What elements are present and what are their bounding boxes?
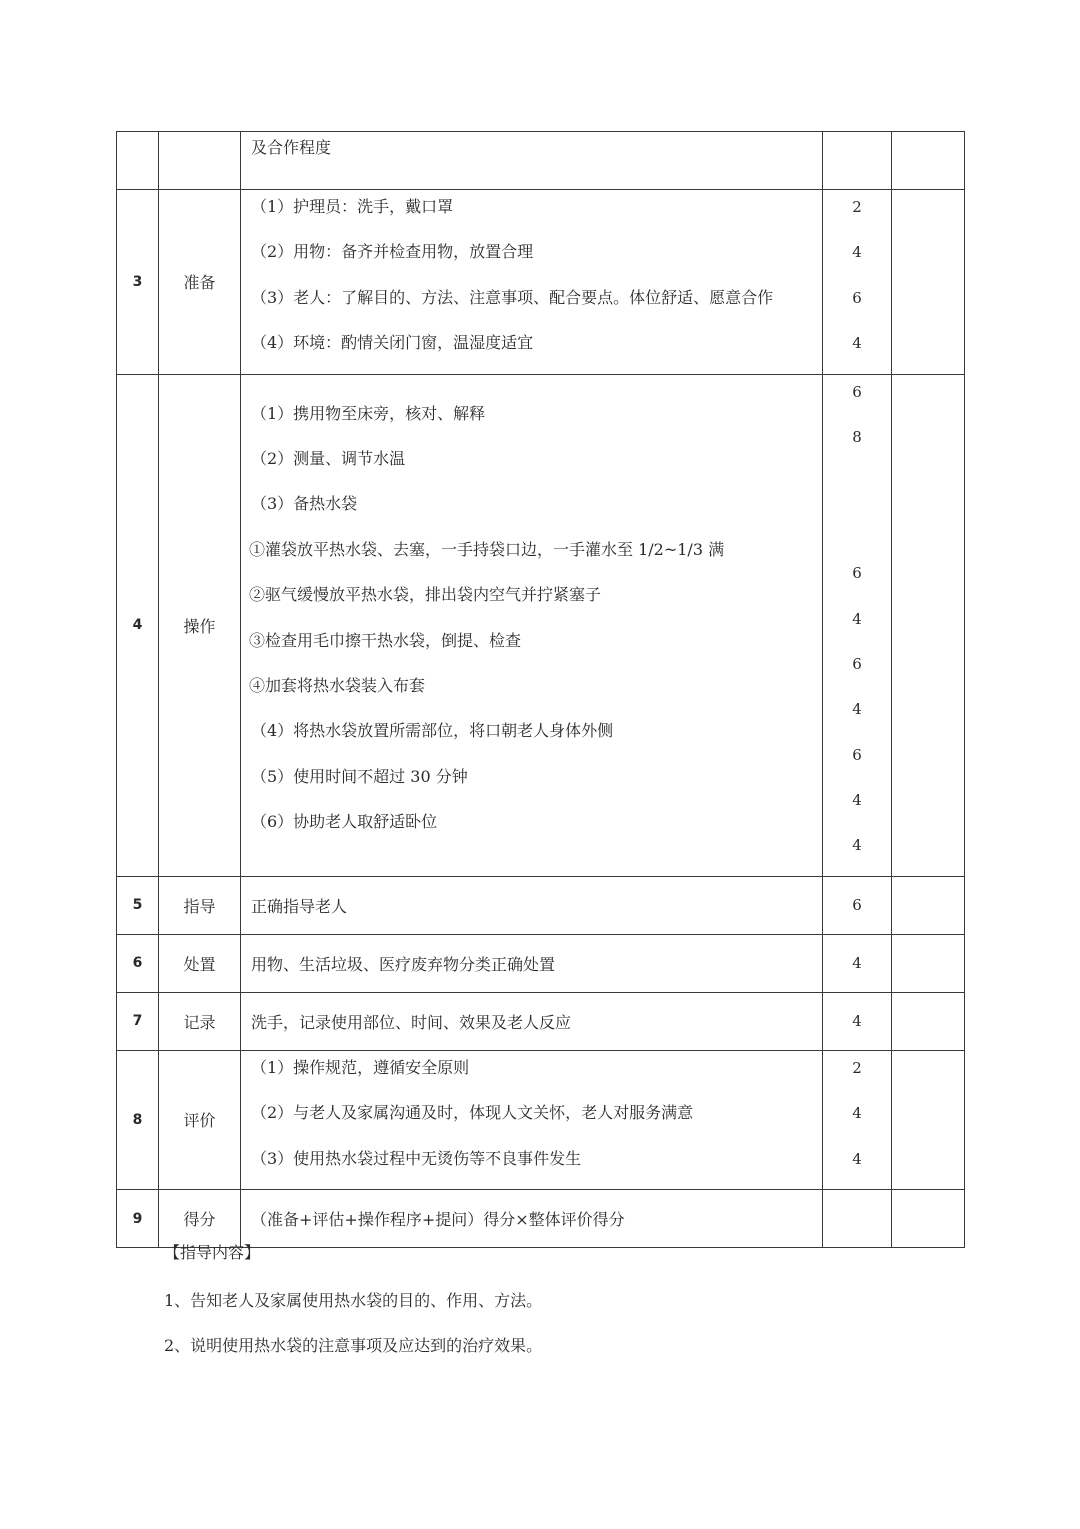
content-cell: [241, 374, 823, 876]
category-cell: [159, 132, 241, 190]
item-score: 6: [852, 654, 862, 673]
item-text: （6）协助老人取舒适卧位: [251, 812, 438, 832]
item-score: [823, 513, 891, 558]
table-row: [117, 876, 965, 934]
guidance-item: 1、告知老人及家属使用热水袋的目的、作用、方法。: [164, 1291, 543, 1310]
item-score: [823, 467, 891, 512]
item-text: ②驱气缓慢放平热水袋，排出袋内空气并拧紧塞子: [249, 585, 602, 605]
row-score: 4: [823, 992, 892, 1050]
item-text: （1）操作规范，遵循安全原则: [251, 1057, 470, 1077]
score-cell: [823, 132, 892, 190]
row-category: 处置: [159, 934, 241, 992]
no-cell: [117, 132, 159, 190]
item-score: 4: [852, 836, 862, 855]
content-text: 洗手，记录使用部位、时间、效果及老人反应: [251, 1012, 572, 1032]
item-text: ①灌袋放平热水袋、去塞，一手持袋口边，一手灌水至 1/2~1/3 满: [249, 539, 725, 559]
deduction-cell: [892, 1050, 965, 1189]
row-category: 准备: [159, 190, 241, 375]
row-score: 4: [823, 934, 892, 992]
row-number: 5: [117, 876, 159, 934]
row-category: 得分: [159, 1190, 241, 1248]
item-score: 4: [852, 334, 862, 353]
deduction-cell: [892, 374, 965, 876]
row-category: 评价: [159, 1050, 241, 1189]
item-score: 6: [852, 564, 862, 583]
item-score: 4: [852, 1104, 862, 1123]
item-text: （2）测量、调节水温: [251, 448, 406, 468]
guidance-item: 2、说明使用热水袋的注意事项及应达到的治疗效果。: [164, 1336, 543, 1355]
table-row: [117, 1190, 965, 1248]
row-category: 指导: [159, 876, 241, 934]
item-text: ③检查用毛巾擦干热水袋，倒提、检查: [249, 630, 522, 650]
content-cell: [241, 1190, 823, 1248]
item-text: （1）携用物至床旁，核对、解释: [251, 403, 486, 423]
item-text: （4）环境：酌情关闭门窗，温湿度适宜: [251, 333, 534, 353]
row-number: 3: [117, 190, 159, 375]
item-score: 6: [852, 382, 862, 401]
table-row: [117, 1050, 965, 1189]
item-text: ④加套将热水袋装入布套: [249, 675, 426, 695]
table-row: [117, 992, 965, 1050]
content-cell: [241, 992, 823, 1050]
item-score: 4: [852, 243, 862, 262]
row-number: 8: [117, 1050, 159, 1189]
deduction-cell: [892, 876, 965, 934]
item-text: （3）使用热水袋过程中无烫伤等不良事件发生: [251, 1148, 582, 1168]
item-score: 4: [852, 791, 862, 810]
deduction-cell: [892, 190, 965, 375]
assessment-table: [116, 131, 965, 1248]
content-cell: [241, 876, 823, 934]
score-cell: [823, 374, 892, 876]
content-text: 正确指导老人: [251, 896, 348, 916]
item-text: （3）老人：了解目的、方法、注意事项、配合要点。体位舒适、愿意合作: [251, 287, 774, 307]
content-cell: [241, 934, 823, 992]
row-number: 7: [117, 992, 159, 1050]
content-cell: [241, 190, 823, 375]
row-number: 6: [117, 934, 159, 992]
content-text: 及合作程度: [251, 138, 332, 157]
item-text: （3）备热水袋: [251, 494, 358, 514]
content-text: 用物、生活垃圾、医疗废弃物分类正确处置: [251, 954, 556, 974]
deduction-cell: [892, 1190, 965, 1248]
item-score: 2: [852, 1058, 862, 1077]
deduction-cell: [892, 992, 965, 1050]
deduction-cell: [892, 132, 965, 190]
row-category: 记录: [159, 992, 241, 1050]
row-number: 4: [117, 374, 159, 876]
table-row: [117, 132, 965, 190]
item-text: （2）用物：备齐并检查用物，放置合理: [251, 242, 534, 262]
row-category: 操作: [159, 374, 241, 876]
guidance-title: 【指导内容】: [164, 1243, 261, 1262]
content-cell: [241, 1050, 823, 1189]
item-text: （4）将热水袋放置所需部位，将口朝老人身体外侧: [251, 721, 614, 741]
deduction-cell: [892, 934, 965, 992]
score-cell: [823, 1050, 892, 1189]
item-score: 4: [852, 700, 862, 719]
row-number: 9: [117, 1190, 159, 1248]
item-score: 4: [852, 1149, 862, 1168]
content-text: （准备+评估+操作程序+提问）得分×整体评价得分: [251, 1210, 625, 1230]
content-cell: [241, 132, 823, 190]
table-row: [117, 190, 965, 375]
table-row: [117, 934, 965, 992]
item-score: 2: [852, 198, 862, 216]
table-row: [117, 374, 965, 876]
row-score: 6: [823, 876, 892, 934]
item-score: 4: [852, 609, 862, 628]
item-text: （5）使用时间不超过 30 分钟: [251, 766, 468, 786]
item-score: 6: [852, 745, 862, 764]
score-cell: [823, 190, 892, 375]
item-score: 8: [852, 427, 862, 446]
row-score: [823, 1190, 892, 1248]
item-score: 6: [852, 288, 862, 307]
item-text: （1）护理员：洗手，戴口罩: [251, 197, 454, 216]
item-text: （2）与老人及家属沟通及时，体现人文关怀，老人对服务满意: [251, 1103, 694, 1123]
